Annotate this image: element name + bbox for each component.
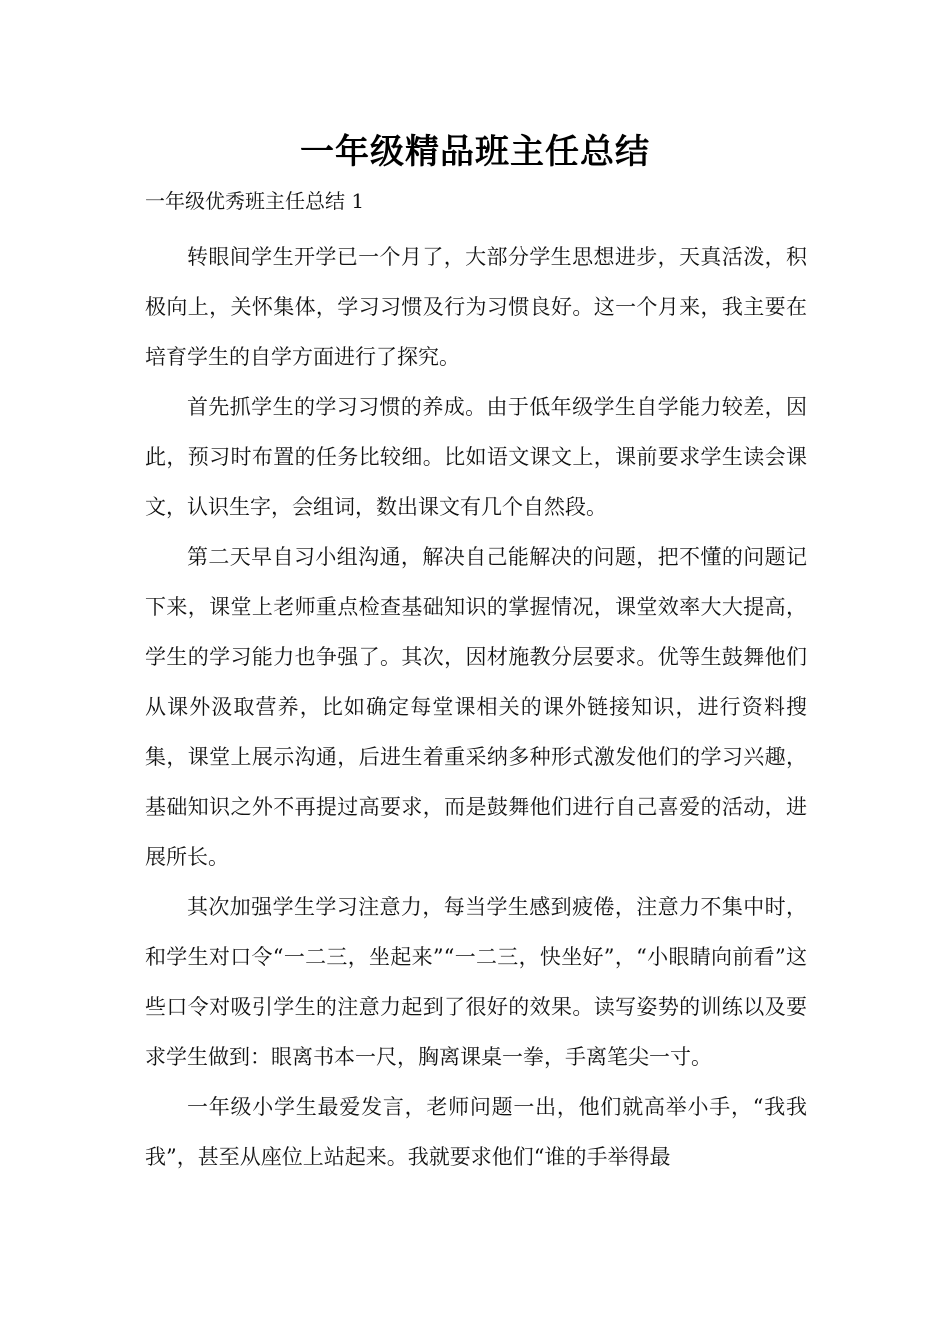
document-title: 一年级精品班主任总结	[300, 132, 650, 172]
paragraph-5: 一年级小学生最爱发言，老师问题一出，他们就高举小手，“我我我”，甚至从座位上站起来。我就要求他们“谁的手举得最	[145, 1095, 807, 1169]
paragraph-4: 其次加强学生学习注意力，每当学生感到疲倦，注意力不集中时，和学生对口令“一二三，坐起来”“一二三，快坐好”，“小眼睛向前看”这些口令对吸引学生的注意力起到了很好的效果。读写姿势的训练以及要求学生做到：眼离书本一尺，胸离课桌一拳，手离笔尖一寸。	[145, 895, 807, 1069]
section-heading: 一年级优秀班主任总结 1	[145, 189, 365, 213]
paragraph-3: 第二天早自习小组沟通，解决自己能解决的问题，把不懂的问题记下来，课堂上老师重点检查基础知识的掌握情况，课堂效率大大提高，学生的学习能力也争强了。其次，因材施教分层要求。优等生鼓舞他们从课外汲取营养，比如确定每堂课相关的课外链接知识，进行资料搜集，课堂上展示沟通，后进生着重采纳多种形式激发他们的学习兴趣，基础知识之外不再提过高要求，而是鼓舞他们进行自己喜爱的活动，进展所长。	[145, 545, 807, 869]
paragraph-2: 首先抓学生的学习习惯的养成。由于低年级学生自学能力较差，因此，预习时布置的任务比较细。比如语文课文上，课前要求学生读会课文，认识生字，会组词，数出课文有几个自然段。	[145, 395, 807, 519]
paragraph-1: 转眼间学生开学已一个月了，大部分学生思想进步，天真活泼，积极向上，关怀集体，学习习惯及行为习惯良好。这一个月来，我主要在培育学生的自学方面进行了探究。	[145, 245, 807, 369]
document-body	[145, 232, 807, 1182]
